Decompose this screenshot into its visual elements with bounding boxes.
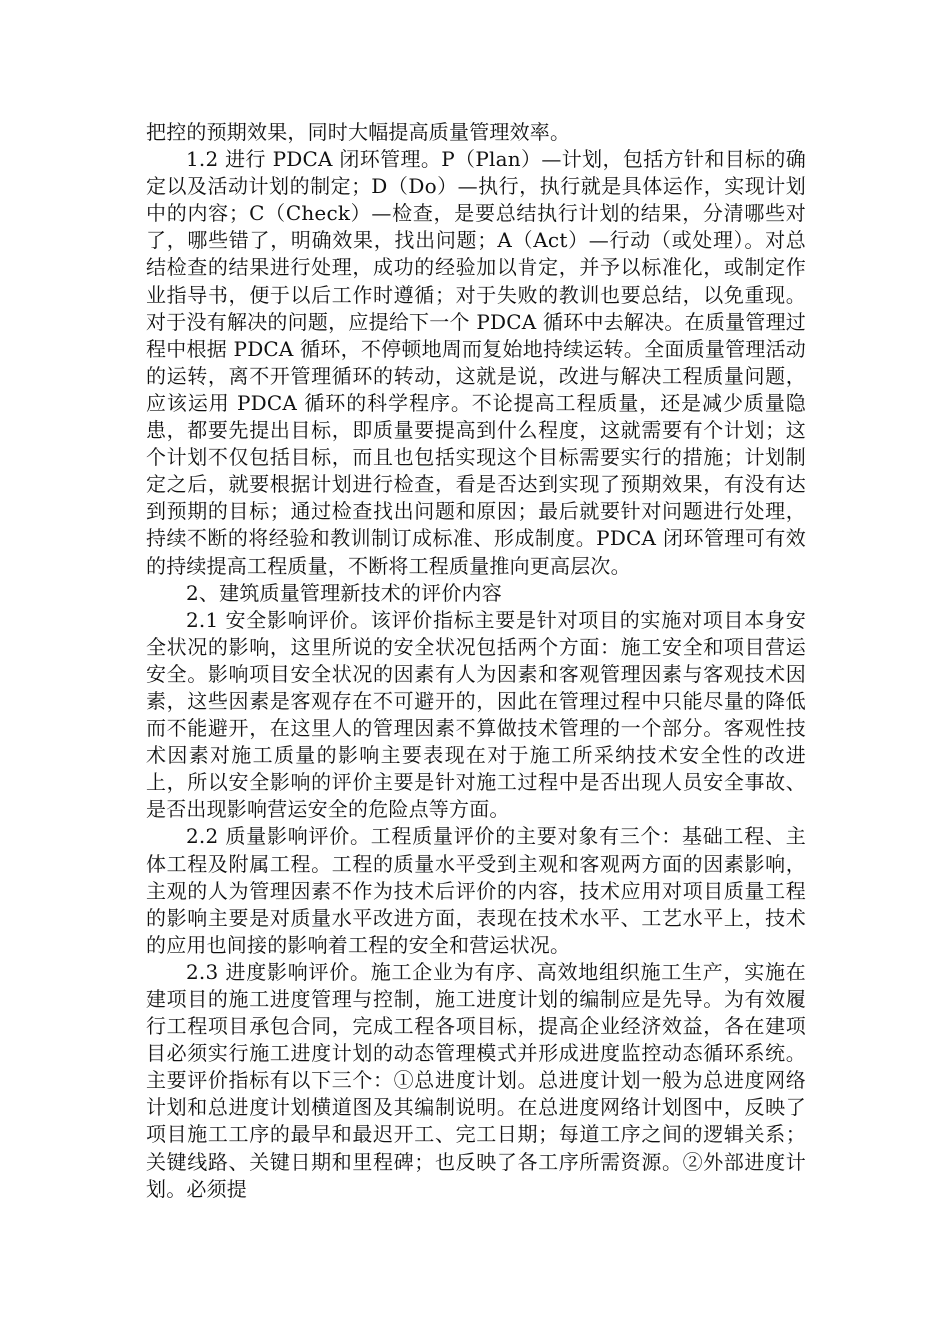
document-page — [146, 119, 806, 1203]
paragraph-safety-evaluation: 2.1 安全影响评价。该评价指标主要是针对项目的实施对项目本身安全状况的影响，这里所说的安全状况包括两个方面：施工安全和项目营运安全。影响项目安全状况的因素有人为因素和客观管理因素与客观技术因素，这些因素是客观存在不可避开的，因此在管理过程中只能尽量的降低而不能避开，在这里人的管理因素不算做技术管理的一个部分。客观性技术因素对施工质量的影响主要表现在对于施工所采纳技术安全性的改进上，所以安全影响的评价主要是针对施工过程中是否出现人员安全事故、是否出现影响营运安全的危险点等方面。 — [146, 607, 806, 822]
paragraph-progress-evaluation: 2.3 进度影响评价。施工企业为有序、高效地组织施工生产，实施在建项目的施工进度管理与控制，施工进度计划的编制应是先导。为有效履行工程项目承包合同，完成工程各项目标，提高企业经济效益，各在建项目必须实行施工进度计划的动态管理模式并形成进度监控动态循环系统。主要评价指标有以下三个：①总进度计划。总进度计划一般为总进度网络计划和总进度计划横道图及其编制说明。在总进度网络计划图中，反映了项目施工工序的最早和最迟开工、完工日期；每道工序之间的逻辑关系；关键线路、关键日期和里程碑；也反映了各工序所需资源。②外部进度计划。必须提 — [146, 959, 806, 1201]
paragraph-pdca: 1.2 进行 PDCA 闭环管理。P（Plan）—计划，包括方针和目标的确定以及活动计划的制定；D（Do）—执行，执行就是具体运作，实现计划中的内容；C（Check）—检查，是要总结执行计划的结果，分清哪些对了，哪些错了，明确效果，找出问题；A（Act）—行动（或处理）。对总结检查的结果进行处理，成功的经验加以肯定，并予以标准化，或制定作业指导书，便于以后工作时遵循；对于失败的教训也要总结，以免重现。对于没有解决的问题，应提给下一个 PDCA 循环中去解决。在质量管理过程中根据 PDCA 循环，不停顿地周而复始地持续运转。全面质量管理活动的运转，离不开管理循环的转动，这就是说，改进与解决工程质量问题，应该运用 PDCA 循环的科学程序。不论提高工程质量，还是减少质量隐患，都要先提出目标，即质量要提高到什么程度，这就需要有个计划；这个计划不仅包括目标，而且也包括实现这个目标需要实行的措施；计划制定之后，就要根据计划进行检查，看是否达到实现了预期效果，有没有达到预期的目标；通过检查找出问题和原因；最后就要针对问题进行处理，持续不断的将经验和教训制订成标准、形成制度。PDCA 闭环管理可有效的持续提高工程质量，不断将工程质量推向更高层次。 — [146, 147, 806, 578]
paragraph-quality-evaluation: 2.2 质量影响评价。工程质量评价的主要对象有三个：基础工程、主体工程及附属工程。工程的质量水平受到主观和客观两方面的因素影响，主观的人为管理因素不作为技术后评价的内容，技术应用对项目质量工程的影响主要是对质量水平改进方面，表现在技术水平、工艺水平上，技术的应用也间接的影响着工程的安全和营运状况。 — [146, 824, 806, 957]
section-heading: 2、建筑质量管理新技术的评价内容 — [186, 580, 502, 605]
paragraph-continuation: 把控的预期效果，同时大幅提高质量管理效率。 — [146, 120, 571, 144]
